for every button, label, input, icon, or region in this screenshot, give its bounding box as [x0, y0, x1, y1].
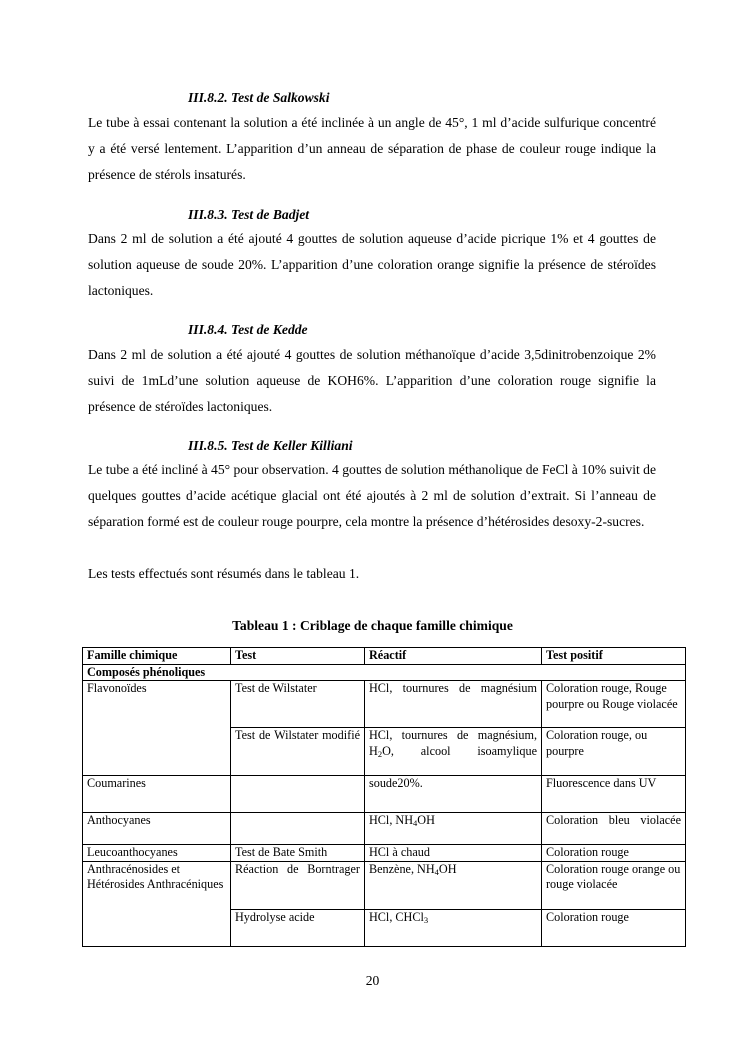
family-cell: Coumarines	[83, 776, 231, 813]
reagent-text: OH	[438, 861, 457, 876]
subscript: 4	[413, 818, 418, 829]
table-row	[83, 813, 686, 845]
reagent-text: HCl, NH	[369, 813, 414, 828]
page-number: 20	[365, 973, 380, 988]
table-caption: Tableau 1 : Criblage de chaque famille chimique	[232, 618, 513, 633]
section-heading-keller-killiani: III.8.5. Test de Keller Killiani	[188, 438, 353, 453]
table-row	[83, 861, 686, 909]
test-cell: Hydrolyse acide	[231, 909, 365, 946]
reagent-cell: soude20%.	[365, 776, 542, 813]
test-cell	[231, 776, 365, 813]
paragraph-keller-killiani: Le tube a été incliné à 45° pour observation. 4 gouttes de solution méthanolique de FeCl à 10% suivit de quelques gouttes d’acide acétique glacial ont été ajoutés à 2 ml de solution d’extrait. Si l’anneau de séparation formé est de couleur rouge pourpre, cela montre la présence d’hétérosides desoxy-2-sucres.	[88, 462, 656, 529]
column-header: Test	[231, 648, 365, 665]
test-cell: Test de Wilstater	[231, 681, 365, 728]
paragraph-badjet: Dans 2 ml de solution a été ajouté 4 gouttes de solution aqueuse d’acide picrique 1% et 4 gouttes de solution aqueuse de soude 20%. L’apparition d’une coloration orange signifie la présence de stéroïdes lactoniques.	[88, 231, 656, 298]
paragraph-kedde: Dans 2 ml de solution a été ajouté 4 gouttes de solution méthanoïque d’acide 3,5dinitrobenzoique 2% suivi de 1mLd’une solution aqueuse de KOH6%. L’apparition d’une coloration rouge signifie la présence de stéroïdes lactoniques.	[88, 347, 656, 414]
reagent-cell	[365, 728, 542, 776]
column-header: Test positif	[542, 648, 686, 665]
family-cell: Leucoanthocyanes	[83, 845, 231, 862]
table-group-row	[83, 664, 686, 681]
positive-cell: Coloration bleu violacée	[542, 813, 686, 845]
section-heading-kedde: III.8.4. Test de Kedde	[188, 322, 308, 337]
subscript: 4	[434, 866, 439, 877]
screening-table	[82, 647, 686, 947]
reagent-cell	[365, 861, 542, 909]
positive-cell: Coloration rouge orange ou rouge violacée	[542, 861, 686, 909]
reagent-text: HCl, tournures de magnésium, H	[369, 728, 537, 758]
reagent-text: OH	[417, 813, 435, 828]
section-heading-salkowski: III.8.2. Test de Salkowski	[188, 90, 330, 105]
section-heading-badjet: III.8.3. Test de Badjet	[188, 207, 310, 222]
subscript: 2	[377, 748, 383, 759]
reagent-text: HCl, CHCl	[369, 909, 424, 924]
table-row	[83, 776, 686, 813]
group-label: Composés phénoliques	[83, 664, 686, 681]
reagent-cell	[365, 909, 542, 946]
column-header: Famille chimique	[83, 648, 231, 665]
reagent-cell	[365, 813, 542, 845]
positive-cell: Coloration rouge, ou pourpre	[542, 728, 686, 776]
positive-cell: Fluorescence dans UV	[542, 776, 686, 813]
paragraph-summary: Les tests effectués sont résumés dans le tableau 1.	[88, 566, 360, 581]
test-cell	[231, 813, 365, 845]
family-cell: Anthocyanes	[83, 813, 231, 845]
column-header: Réactif	[365, 648, 542, 665]
table-row	[83, 845, 686, 862]
table-row	[83, 681, 686, 728]
paragraph-salkowski: Le tube à essai contenant la solution a été inclinée à un angle de 45°, 1 ml d’acide sulfurique concentré y a été versé lentement. L’apparition d’un anneau de séparation de phase de couleur rouge indique la présence de stérols insaturés.	[88, 115, 656, 182]
positive-cell: Coloration rouge, Rouge pourpre ou Rouge violacée	[542, 681, 686, 728]
subscript: 3	[423, 914, 429, 925]
family-cell: Flavonoïdes	[83, 681, 231, 776]
table-header-row	[83, 648, 686, 665]
reagent-cell: HCl, tournures de magnésium	[365, 681, 542, 728]
positive-cell: Coloration rouge	[542, 845, 686, 862]
test-cell: Test de Bate Smith	[231, 845, 365, 862]
reagent-text: Benzène, NH	[369, 861, 435, 876]
positive-cell: Coloration rouge	[542, 909, 686, 946]
family-cell: Anthracénosides et Hétérosides Anthracéniques	[83, 861, 231, 946]
test-cell: Test de Wilstater modifié	[231, 728, 365, 776]
reagent-cell: HCl à chaud	[365, 845, 542, 862]
reagent-text: O, alcool isoamylique	[382, 743, 537, 758]
test-cell: Réaction de Borntrager	[231, 861, 365, 909]
